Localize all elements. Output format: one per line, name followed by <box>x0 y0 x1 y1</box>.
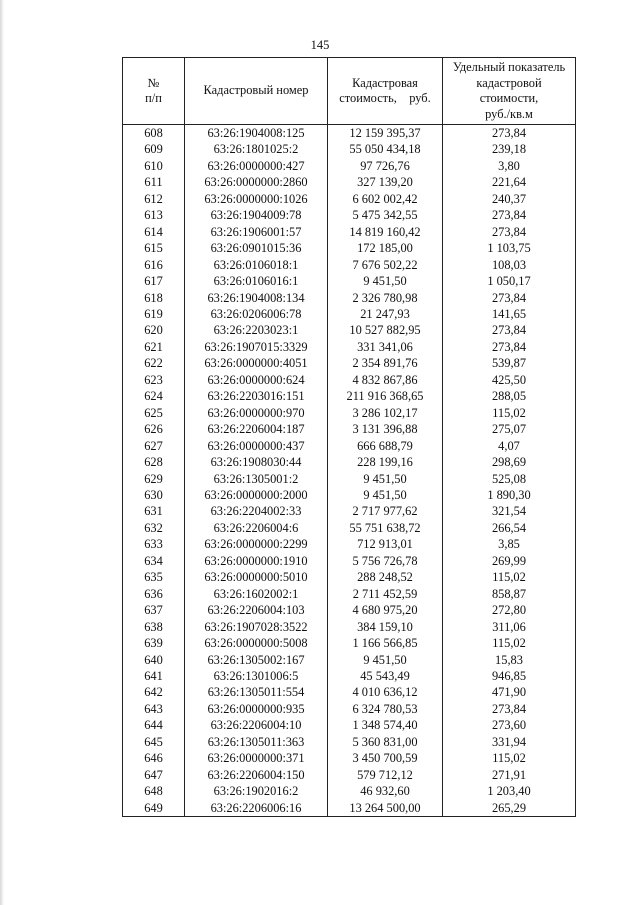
header-specific-line: кадастровой <box>476 75 542 90</box>
table-row <box>123 207 576 223</box>
table-row <box>123 471 576 487</box>
cell-num: 642 <box>123 684 185 700</box>
cell-specific-indicator: 4,07 <box>443 438 576 454</box>
cell-specific-indicator: 273,84 <box>443 125 576 142</box>
cell-specific-indicator: 525,08 <box>443 471 576 487</box>
cell-cost: 712 913,01 <box>328 536 443 552</box>
cell-cost: 46 932,60 <box>328 783 443 799</box>
cell-num: 618 <box>123 290 185 306</box>
cell-num: 637 <box>123 602 185 618</box>
cell-cadastral-number: 63:26:1908030:44 <box>185 454 328 470</box>
header-num-line: № <box>147 75 160 90</box>
cell-specific-indicator: 240,37 <box>443 191 576 207</box>
cell-cadastral-number: 63:26:1305002:167 <box>185 652 328 668</box>
cell-cost: 97 726,76 <box>328 158 443 174</box>
header-cadastral-number: Кадастровый номер <box>185 58 328 125</box>
cell-specific-indicator: 425,50 <box>443 372 576 388</box>
cell-num: 609 <box>123 141 185 157</box>
cell-num: 626 <box>123 421 185 437</box>
cell-cadastral-number: 63:26:0000000:1910 <box>185 553 328 569</box>
table-row <box>123 684 576 700</box>
cell-specific-indicator: 3,80 <box>443 158 576 174</box>
cell-num: 635 <box>123 569 185 585</box>
table-row <box>123 701 576 717</box>
table-row <box>123 734 576 750</box>
cell-cadastral-number: 63:26:2206006:16 <box>185 800 328 817</box>
table-row <box>123 141 576 157</box>
cell-specific-indicator: 311,06 <box>443 619 576 635</box>
cell-specific-indicator: 275,07 <box>443 421 576 437</box>
table-row <box>123 569 576 585</box>
cell-cost: 2 326 780,98 <box>328 290 443 306</box>
cell-cost: 327 139,20 <box>328 174 443 190</box>
table-row <box>123 652 576 668</box>
table-row <box>123 191 576 207</box>
cell-cadastral-number: 63:26:2206004:10 <box>185 717 328 733</box>
cell-num: 638 <box>123 619 185 635</box>
table-body <box>123 125 576 817</box>
cell-cost: 10 527 882,95 <box>328 322 443 338</box>
cell-specific-indicator: 321,54 <box>443 503 576 519</box>
cell-specific-indicator: 3,85 <box>443 536 576 552</box>
cell-cadastral-number: 63:26:0000000:1026 <box>185 191 328 207</box>
cell-num: 629 <box>123 471 185 487</box>
cell-specific-indicator: 1 050,17 <box>443 273 576 289</box>
cell-cadastral-number: 63:26:1904008:134 <box>185 290 328 306</box>
cell-cadastral-number: 63:26:2204002:33 <box>185 503 328 519</box>
header-num-line: п/п <box>145 91 162 105</box>
table-row <box>123 438 576 454</box>
cell-cost: 13 264 500,00 <box>328 800 443 817</box>
cell-specific-indicator: 298,69 <box>443 454 576 470</box>
cell-cadastral-number: 63:26:0206006:78 <box>185 306 328 322</box>
cell-cost: 579 712,12 <box>328 767 443 783</box>
cell-num: 632 <box>123 520 185 536</box>
header-num <box>123 58 185 125</box>
cell-cost: 3 131 396,88 <box>328 421 443 437</box>
cell-specific-indicator: 288,05 <box>443 388 576 404</box>
cell-cadastral-number: 63:26:1902016:2 <box>185 783 328 799</box>
cell-cost: 9 451,50 <box>328 652 443 668</box>
cell-cadastral-number: 63:26:0901015:36 <box>185 240 328 256</box>
cell-specific-indicator: 115,02 <box>443 405 576 421</box>
table-row <box>123 602 576 618</box>
table-row <box>123 635 576 651</box>
cell-specific-indicator: 221,64 <box>443 174 576 190</box>
cell-cadastral-number: 63:26:0106018:1 <box>185 257 328 273</box>
table-row <box>123 668 576 684</box>
table-row <box>123 750 576 766</box>
table-row <box>123 717 576 733</box>
cell-specific-indicator: 1 890,30 <box>443 487 576 503</box>
table-row <box>123 322 576 338</box>
cell-cadastral-number: 63:26:0000000:437 <box>185 438 328 454</box>
cell-cadastral-number: 63:26:1602002:1 <box>185 586 328 602</box>
cell-cadastral-number: 63:26:1301006:5 <box>185 668 328 684</box>
cell-specific-indicator: 115,02 <box>443 569 576 585</box>
cell-cost: 7 676 502,22 <box>328 257 443 273</box>
cell-num: 640 <box>123 652 185 668</box>
cell-cadastral-number: 63:26:1907028:3522 <box>185 619 328 635</box>
cell-num: 614 <box>123 224 185 240</box>
cell-cost: 211 916 368,65 <box>328 388 443 404</box>
header-cost-line: стоимость, руб. <box>339 91 431 105</box>
header-cost-line: Кадастровая <box>352 75 418 90</box>
cell-num: 630 <box>123 487 185 503</box>
table-row <box>123 306 576 322</box>
cell-cost: 9 451,50 <box>328 487 443 503</box>
cell-num: 624 <box>123 388 185 404</box>
cell-cost: 2 354 891,76 <box>328 355 443 371</box>
cell-cost: 21 247,93 <box>328 306 443 322</box>
cell-specific-indicator: 273,84 <box>443 224 576 240</box>
cell-cadastral-number: 63:26:2206004:187 <box>185 421 328 437</box>
cell-num: 619 <box>123 306 185 322</box>
table-row <box>123 536 576 552</box>
cell-specific-indicator: 269,99 <box>443 553 576 569</box>
table-row <box>123 487 576 503</box>
table-row <box>123 158 576 174</box>
cell-specific-indicator: 108,03 <box>443 257 576 273</box>
table-row <box>123 290 576 306</box>
cell-specific-indicator: 265,29 <box>443 800 576 817</box>
cell-num: 622 <box>123 355 185 371</box>
table-row <box>123 503 576 519</box>
cell-cost: 1 348 574,40 <box>328 717 443 733</box>
cell-specific-indicator: 273,84 <box>443 207 576 223</box>
cell-cost: 5 360 831,00 <box>328 734 443 750</box>
cell-num: 636 <box>123 586 185 602</box>
cell-num: 623 <box>123 372 185 388</box>
cell-cost: 3 450 700,59 <box>328 750 443 766</box>
cell-cadastral-number: 63:26:1907015:3329 <box>185 339 328 355</box>
cell-specific-indicator: 271,91 <box>443 767 576 783</box>
cell-num: 615 <box>123 240 185 256</box>
table-header <box>123 58 576 125</box>
table-row <box>123 553 576 569</box>
table-row <box>123 586 576 602</box>
cell-cadastral-number: 63:26:0000000:624 <box>185 372 328 388</box>
cell-cost: 4 832 867,86 <box>328 372 443 388</box>
cell-cadastral-number: 63:26:0000000:5010 <box>185 569 328 585</box>
header-specific-line: Удельный показатель <box>452 60 566 74</box>
cell-cost: 172 185,00 <box>328 240 443 256</box>
cell-cadastral-number: 63:26:0000000:427 <box>185 158 328 174</box>
cell-cadastral-number: 63:26:0000000:371 <box>185 750 328 766</box>
table-row <box>123 421 576 437</box>
cell-cadastral-number: 63:26:1801025:2 <box>185 141 328 157</box>
table-row <box>123 240 576 256</box>
cell-cost: 384 159,10 <box>328 619 443 635</box>
cell-specific-indicator: 141,65 <box>443 306 576 322</box>
cell-num: 608 <box>123 125 185 142</box>
cell-cadastral-number: 63:26:1305011:554 <box>185 684 328 700</box>
cell-num: 648 <box>123 783 185 799</box>
cell-num: 647 <box>123 767 185 783</box>
cell-num: 644 <box>123 717 185 733</box>
header-specific-line: стоимости, <box>479 91 539 105</box>
cell-cadastral-number: 63:26:0000000:2860 <box>185 174 328 190</box>
cell-specific-indicator: 266,54 <box>443 520 576 536</box>
cell-cost: 4 010 636,12 <box>328 684 443 700</box>
cell-cost: 228 199,16 <box>328 454 443 470</box>
cell-cost: 14 819 160,42 <box>328 224 443 240</box>
cell-num: 631 <box>123 503 185 519</box>
cell-specific-indicator: 15,83 <box>443 652 576 668</box>
cell-cadastral-number: 63:26:1305001:2 <box>185 471 328 487</box>
cell-cost: 666 688,79 <box>328 438 443 454</box>
cell-num: 610 <box>123 158 185 174</box>
cell-specific-indicator: 1 203,40 <box>443 783 576 799</box>
cell-cadastral-number: 63:26:2203023:1 <box>185 322 328 338</box>
cell-cost: 1 166 566,85 <box>328 635 443 651</box>
cell-specific-indicator: 115,02 <box>443 750 576 766</box>
cell-num: 612 <box>123 191 185 207</box>
table-row <box>123 767 576 783</box>
cell-num: 625 <box>123 405 185 421</box>
cell-cost: 2 717 977,62 <box>328 503 443 519</box>
cell-cadastral-number: 63:26:0000000:4051 <box>185 355 328 371</box>
cell-cadastral-number: 63:26:0000000:2299 <box>185 536 328 552</box>
cell-cadastral-number: 63:26:0000000:935 <box>185 701 328 717</box>
cell-cost: 9 451,50 <box>328 471 443 487</box>
cell-specific-indicator: 273,84 <box>443 290 576 306</box>
table-row <box>123 619 576 635</box>
cell-num: 649 <box>123 800 185 817</box>
cell-num: 613 <box>123 207 185 223</box>
table-row <box>123 355 576 371</box>
table-row <box>123 224 576 240</box>
cell-specific-indicator: 471,90 <box>443 684 576 700</box>
cell-num: 621 <box>123 339 185 355</box>
table-row <box>123 372 576 388</box>
cell-cost: 6 324 780,53 <box>328 701 443 717</box>
cell-num: 617 <box>123 273 185 289</box>
cell-specific-indicator: 272,80 <box>443 602 576 618</box>
table-row <box>123 339 576 355</box>
cell-cost: 5 756 726,78 <box>328 553 443 569</box>
cell-cadastral-number: 63:26:0106016:1 <box>185 273 328 289</box>
cell-num: 633 <box>123 536 185 552</box>
cell-cadastral-number: 63:26:2203016:151 <box>185 388 328 404</box>
page-number: 145 <box>310 38 330 52</box>
cell-num: 627 <box>123 438 185 454</box>
table-row <box>123 800 576 817</box>
table-row <box>123 783 576 799</box>
cell-cadastral-number: 63:26:2206004:103 <box>185 602 328 618</box>
cell-cadastral-number: 63:26:0000000:2000 <box>185 487 328 503</box>
cell-specific-indicator: 273,84 <box>443 339 576 355</box>
cell-num: 646 <box>123 750 185 766</box>
table-row <box>123 257 576 273</box>
cell-cost: 3 286 102,17 <box>328 405 443 421</box>
cell-num: 616 <box>123 257 185 273</box>
cell-cost: 6 602 002,42 <box>328 191 443 207</box>
cell-specific-indicator: 273,84 <box>443 322 576 338</box>
table-row <box>123 405 576 421</box>
cell-cadastral-number: 63:26:1906001:57 <box>185 224 328 240</box>
cell-specific-indicator: 331,94 <box>443 734 576 750</box>
table-row <box>123 174 576 190</box>
header-cost <box>328 58 443 125</box>
cell-cost: 288 248,52 <box>328 569 443 585</box>
cell-cadastral-number: 63:26:0000000:970 <box>185 405 328 421</box>
cell-cost: 45 543,49 <box>328 668 443 684</box>
cell-cost: 55 050 434,18 <box>328 141 443 157</box>
table-row <box>123 520 576 536</box>
cell-cost: 12 159 395,37 <box>328 125 443 142</box>
header-specific-indicator <box>443 58 576 125</box>
cell-specific-indicator: 946,85 <box>443 668 576 684</box>
cell-specific-indicator: 239,18 <box>443 141 576 157</box>
cell-num: 611 <box>123 174 185 190</box>
cell-specific-indicator: 858,87 <box>443 586 576 602</box>
cell-num: 643 <box>123 701 185 717</box>
cell-num: 639 <box>123 635 185 651</box>
cell-cadastral-number: 63:26:1904008:125 <box>185 125 328 142</box>
cell-specific-indicator: 115,02 <box>443 635 576 651</box>
cadastral-table <box>122 57 576 817</box>
cell-cadastral-number: 63:26:2206004:6 <box>185 520 328 536</box>
cell-num: 620 <box>123 322 185 338</box>
cell-num: 641 <box>123 668 185 684</box>
cell-cost: 5 475 342,55 <box>328 207 443 223</box>
cell-specific-indicator: 1 103,75 <box>443 240 576 256</box>
cell-num: 628 <box>123 454 185 470</box>
cell-num: 634 <box>123 553 185 569</box>
cell-cadastral-number: 63:26:2206004:150 <box>185 767 328 783</box>
cell-num: 645 <box>123 734 185 750</box>
cell-cost: 55 751 638,72 <box>328 520 443 536</box>
cell-cost: 9 451,50 <box>328 273 443 289</box>
table-row <box>123 454 576 470</box>
scan-edge-shadow <box>0 0 4 905</box>
cell-cost: 331 341,06 <box>328 339 443 355</box>
cell-cost: 2 711 452,59 <box>328 586 443 602</box>
cell-cadastral-number: 63:26:1904009:78 <box>185 207 328 223</box>
cell-specific-indicator: 273,60 <box>443 717 576 733</box>
cell-cadastral-number: 63:26:1305011:363 <box>185 734 328 750</box>
header-specific-line: руб./кв.м <box>485 106 533 121</box>
table-row <box>123 273 576 289</box>
cell-cadastral-number: 63:26:0000000:5008 <box>185 635 328 651</box>
cell-specific-indicator: 273,84 <box>443 701 576 717</box>
cell-specific-indicator: 539,87 <box>443 355 576 371</box>
header-row <box>123 58 576 125</box>
cell-cost: 4 680 975,20 <box>328 602 443 618</box>
table-row <box>123 388 576 404</box>
table-row <box>123 125 576 142</box>
